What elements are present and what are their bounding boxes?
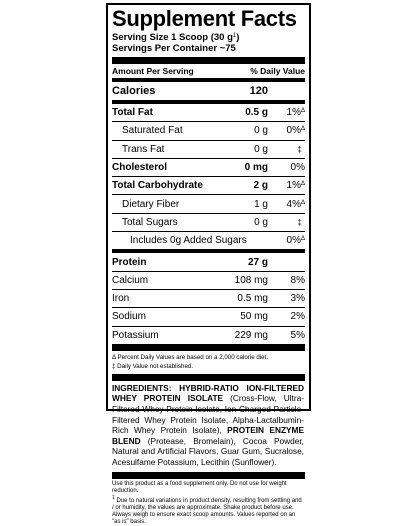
footnotes bbox=[112, 351, 305, 371]
food-supplement-note: Use this product as a food supplement only. Do not use for weight reduction. bbox=[112, 480, 287, 494]
supplement-facts-panel bbox=[106, 3, 311, 525]
calories-row bbox=[112, 82, 305, 100]
ingredients-enzyme: PROTEIN ENZYME BLEND bbox=[112, 425, 305, 446]
daily-value-text: 0% bbox=[290, 162, 305, 174]
daily-value-text: 0% bbox=[286, 125, 301, 137]
nutrient-label: Dietary Fiber bbox=[122, 198, 180, 210]
density-note bbox=[112, 495, 305, 526]
nutrient-row bbox=[112, 177, 305, 194]
nutrient-label: Sodium bbox=[112, 311, 146, 323]
nutrient-amount: 0 g bbox=[254, 216, 268, 228]
ingredients-isolate: HYBRID-RATIO ION-FILTERED WHEY PROTEIN ISOLATE bbox=[112, 382, 304, 404]
nutrient-label: Cholesterol bbox=[112, 162, 168, 174]
calories-label: Calories bbox=[112, 85, 156, 97]
nutrient-row bbox=[112, 272, 305, 289]
daily-value-mark: Δ bbox=[300, 126, 305, 133]
nutrient-label: Protein bbox=[112, 256, 147, 268]
daily-value-text: 1% bbox=[286, 107, 301, 119]
thick-divider bbox=[112, 472, 305, 479]
density-note-text: Due to natural variations in product density, resulting from settling and / or humidity, the values are approximate. Shake product before use. Always weigh to ensure exact scoop amounts. Values reported on an "as is" basis. bbox=[112, 497, 302, 525]
thick-divider bbox=[112, 374, 305, 381]
nutrient-label: Potassium bbox=[112, 329, 159, 341]
nutrient-label: Calcium bbox=[112, 274, 149, 286]
nutrient-daily-value bbox=[268, 311, 305, 322]
nutrient-daily-value bbox=[268, 107, 305, 118]
nutrient-label: Total Carbohydrate bbox=[112, 180, 203, 192]
nutrient-rows bbox=[112, 104, 305, 344]
daily-value-text: ‡ bbox=[297, 144, 302, 154]
nutrient-daily-value bbox=[281, 235, 305, 246]
daily-value-mark: Δ bbox=[300, 199, 305, 206]
nutrient-daily-value bbox=[268, 162, 305, 173]
nutrient-row bbox=[112, 122, 305, 139]
nutrient-amount: 229 mg bbox=[234, 329, 268, 341]
amount-per-serving-header: Amount Per Serving bbox=[112, 66, 194, 76]
nutrient-label: Total Sugars bbox=[122, 216, 178, 228]
daily-value-text: 1% bbox=[286, 180, 301, 192]
nutrient-amount: 1 g bbox=[254, 198, 268, 210]
nutrient-amount: 0.5 g bbox=[245, 107, 268, 119]
nutrient-amount: 108 mg bbox=[234, 274, 268, 286]
not-established-footnote: ‡ Daily Value not established. bbox=[112, 362, 194, 370]
daily-value-text: ‡ bbox=[297, 217, 302, 227]
nutrient-daily-value bbox=[268, 199, 305, 210]
nutrient-row bbox=[112, 104, 305, 121]
daily-value-text: 3% bbox=[290, 293, 305, 305]
serving-size-footnote-mark: 1 bbox=[232, 33, 237, 39]
nutrient-label: Trans Fat bbox=[122, 143, 165, 155]
nutrient-row bbox=[112, 327, 305, 344]
calories-amount: 120 bbox=[249, 85, 268, 97]
ingredients-rest: (Protease, Bromelain), Cocoa Powder, Natural and Artificial Flavors, Guar Gum, Sucralose, Acesulfame Potassium, Lecithin (Sunflower). bbox=[112, 435, 304, 468]
nutrient-daily-value bbox=[268, 125, 305, 136]
nutrient-row bbox=[112, 308, 305, 325]
nutrient-amount: 0 mg bbox=[244, 162, 268, 174]
daily-value-mark: Δ bbox=[300, 108, 305, 115]
nutrient-amount: 0.5 mg bbox=[237, 293, 268, 305]
thick-divider bbox=[112, 57, 305, 64]
daily-value-text: 2% bbox=[290, 311, 305, 323]
nutrient-daily-value bbox=[268, 180, 305, 191]
column-header bbox=[112, 64, 305, 78]
ingredients-lead: INGREDIENTS: bbox=[112, 382, 172, 393]
daily-value-text: 4% bbox=[286, 198, 301, 210]
nutrient-row bbox=[112, 195, 305, 212]
serving-size-close: ) bbox=[236, 32, 240, 43]
nutrient-amount: 27 g bbox=[247, 256, 268, 268]
daily-value-text: 5% bbox=[290, 329, 305, 341]
servings-per-container: Servings Per Container ~75 bbox=[112, 43, 236, 54]
nutrient-row bbox=[112, 253, 305, 270]
nutrient-row bbox=[112, 159, 305, 176]
panel-title: Supplement Facts bbox=[112, 6, 297, 31]
nutrient-label: Iron bbox=[112, 293, 130, 305]
daily-value-text: 0% bbox=[286, 235, 301, 247]
daily-value-mark: Δ bbox=[300, 181, 305, 188]
nutrient-label: Includes 0g Added Sugars bbox=[130, 235, 247, 247]
nutrient-amount: 2 g bbox=[253, 180, 268, 192]
nutrient-label: Saturated Fat bbox=[122, 125, 183, 137]
nutrient-daily-value bbox=[268, 330, 305, 341]
ingredients bbox=[112, 381, 305, 468]
nutrient-daily-value bbox=[268, 144, 305, 155]
daily-value-text: 8% bbox=[290, 274, 305, 286]
nutrient-daily-value bbox=[268, 293, 305, 304]
serving-size-text: Serving Size 1 Scoop (30 g bbox=[112, 32, 233, 43]
daily-value-header: % Daily Value bbox=[250, 66, 305, 76]
nutrient-label: Total Fat bbox=[112, 107, 153, 119]
ingredients-isolate-detail: (Cross-Flow, Ultra-Filtered Whey Protein Isolate, Ion-Charged Particle-Filtered Whey Protein Isolate, Alpha-Lactalbumin-Rich Whey Protein Isolate), bbox=[112, 393, 304, 436]
nutrient-row bbox=[112, 141, 305, 158]
nutrient-amount: 50 mg bbox=[240, 311, 268, 323]
bottom-notes bbox=[112, 479, 305, 526]
nutrient-daily-value bbox=[268, 217, 305, 228]
nutrient-row bbox=[112, 232, 305, 249]
density-note-mark: 1 bbox=[112, 494, 115, 501]
nutrient-row bbox=[112, 290, 305, 307]
nutrient-amount: 0 g bbox=[254, 143, 268, 155]
nutrient-row bbox=[112, 214, 305, 231]
serving-size bbox=[112, 31, 305, 43]
percent-dv-footnote: Δ Percent Daily Values are based on a 2,000 calorie diet. bbox=[112, 353, 269, 361]
thick-divider bbox=[112, 344, 305, 351]
daily-value-mark: Δ bbox=[300, 236, 305, 243]
nutrient-amount: 0 g bbox=[254, 125, 268, 137]
nutrient-daily-value bbox=[268, 275, 305, 286]
